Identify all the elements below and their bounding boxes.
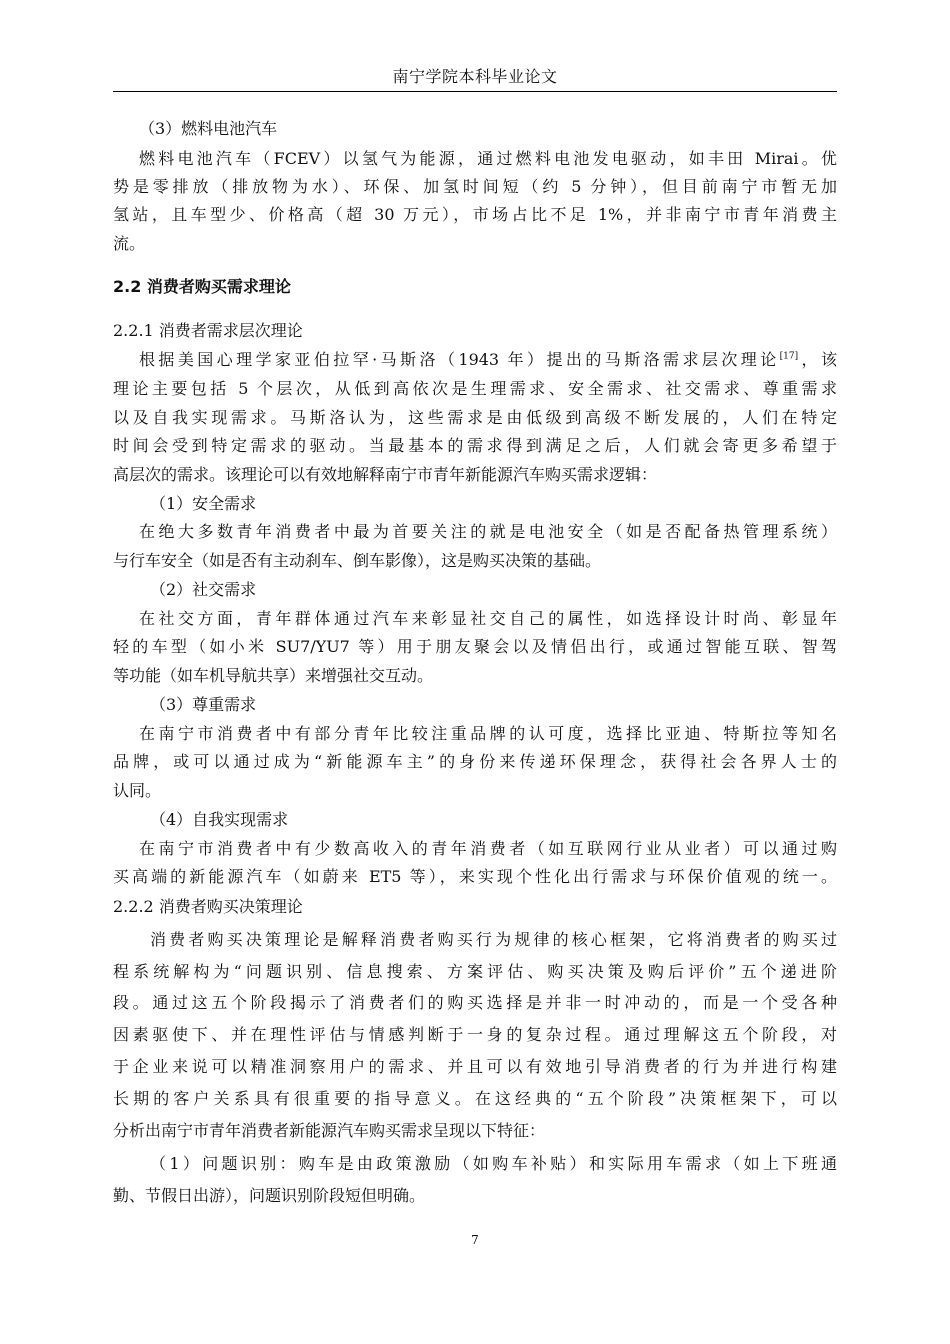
paragraph-line: 认同。: [113, 781, 162, 800]
subsection-heading: 2.2.1 消费者需求层次理论: [113, 321, 303, 340]
paragraph-line: 于企业来说可以精准洞察用户的需求、并且可以有效地引导消费者的行为并进行构建: [113, 1057, 837, 1076]
paragraph-line: 在南宁市消费者中有少数高收入的青年消费者（如互联网行业从业者）可以通过购: [139, 839, 837, 858]
paragraph-line: 勤、节假日出游），问题识别阶段短但明确。: [113, 1186, 426, 1205]
paragraph-line: 长期的客户关系具有很重要的指导意义。在这经典的“五个阶段”决策框架下，可以: [113, 1089, 837, 1108]
list-heading: （2）社交需求: [150, 580, 257, 599]
paragraph-line: （1）问题识别：购车是由政策激励（如购车补贴）和实际用车需求（如上下班通: [150, 1154, 837, 1173]
paragraph-line: 消费者购买决策理论是解释消费者购买行为规律的核心框架，它将消费者的购买过: [150, 930, 837, 949]
paragraph-line: 等功能（如车机导航共享）来增强社交互动。: [113, 666, 434, 685]
paragraph-line: 轻的车型（如小米 SU7/YU7 等）用于朋友聚会以及情侣出行，或通过智能互联、智驾: [113, 637, 837, 656]
citation-reference[interactable]: [17]: [779, 351, 799, 362]
paragraph-line: [139, 348, 837, 372]
list-heading: （1）安全需求: [150, 494, 257, 513]
paragraph-line: 段。通过这五个阶段揭示了消费者们的购买选择是并非一时冲动的，而是一个受各种: [113, 993, 837, 1012]
paragraph-line: 在社交方面，青年群体通过汽车来彰显社交自己的属性，如选择设计时尚、彰显年: [139, 609, 837, 628]
list-heading: （4）自我实现需求: [150, 810, 289, 829]
section-heading: 2.2 消费者购买需求理论: [113, 277, 291, 296]
paragraph-line: 在绝大多数青年消费者中最为首要关注的就是电池安全（如是否配备热管理系统）: [139, 522, 837, 541]
paragraph-text: 根据美国心理学家亚伯拉罕·马斯洛（1943 年）提出的马斯洛需求层次理论: [139, 350, 780, 369]
paragraph-line: 因素驱使下、并在理性评估与情感判断于一身的复杂过程。通过理解这五个阶段，对: [113, 1025, 837, 1044]
list-heading: （3）尊重需求: [150, 695, 257, 714]
paragraph-line: 在南宁市消费者中有部分青年比较注重品牌的认可度，选择比亚迪、特斯拉等知名: [139, 724, 837, 743]
page-number: 7: [471, 1233, 479, 1247]
paragraph-text: ，该: [798, 350, 837, 369]
paragraph-line: 势是零排放（排放物为水）、环保、加氢时间短（约 5 分钟），但目前南宁市暂无加: [113, 177, 837, 196]
paragraph-line: 买高端的新能源汽车（如蔚来 ET5 等），来实现个性化出行需求与环保价值观的统一。: [113, 867, 837, 886]
paragraph-line: 理论主要包括 5 个层次，从低到高依次是生理需求、安全需求、社交需求、尊重需求: [113, 379, 837, 398]
paragraph-line: 高层次的需求。该理论可以有效地解释南宁市青年新能源汽车购买需求逻辑：: [113, 465, 658, 484]
paragraph-line: 程系统解构为“问题识别、信息搜索、方案评估、购买决策及购后评价”五个递进阶: [113, 962, 837, 981]
paragraph-line: 分析出南宁市青年消费者新能源汽车购买需求呈现以下特征：: [113, 1121, 546, 1140]
paragraph-line: 氢站，且车型少、价格高（超 30 万元），市场占比不足 1%，并非南宁市青年消费主: [113, 205, 837, 224]
paragraph-line: 与行车安全（如是否有主动刹车、倒车影像），这是购买决策的基础。: [113, 551, 602, 570]
paragraph-line: 以及自我实现需求。马斯洛认为，这些需求是由低级到高级不断发展的，人们在特定: [113, 408, 837, 427]
paragraph-line: 燃料电池汽车（FCEV）以氢气为能源，通过燃料电池发电驱动，如丰田 Mirai。优: [139, 149, 837, 168]
running-header-title: 南宁学院本科毕业论文: [392, 67, 558, 86]
header-rule: [113, 91, 837, 92]
paragraph-line: 品牌，或可以通过成为“新能源车主”的身份来传递环保理念，获得社会各界人士的: [113, 752, 837, 771]
subsection-heading: 2.2.2 消费者购买决策理论: [113, 897, 303, 916]
subsection-heading: （3）燃料电池汽车: [139, 119, 278, 138]
paragraph-line: 流。: [113, 234, 146, 253]
paragraph-line: 时间会受到特定需求的驱动。当最基本的需求得到满足之后，人们就会寄更多希望于: [113, 436, 837, 455]
